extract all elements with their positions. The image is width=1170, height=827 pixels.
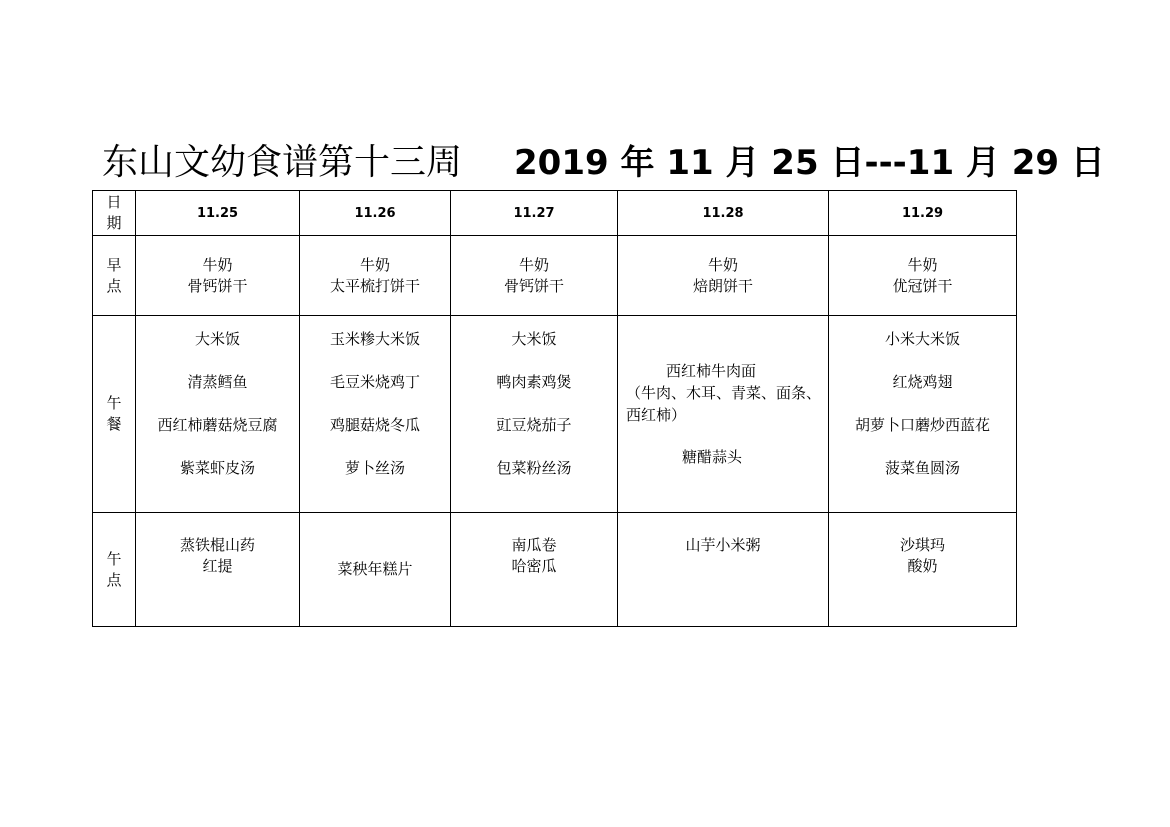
menu-title: 东山文幼食谱第十三周 — [102, 141, 463, 183]
snack-row — [93, 513, 1017, 627]
side-dish: 糖醋蒜头 — [682, 448, 743, 466]
date-cell: 11.28 — [618, 191, 829, 236]
snack-cell: 蒸铁棍山药 红提 — [136, 513, 300, 627]
lunch-cell — [618, 316, 829, 513]
page-title — [102, 134, 1105, 184]
snack-row-label: 午 点 — [93, 513, 136, 627]
breakfast-cell: 牛奶 骨钙饼干 — [136, 236, 300, 316]
lunch-row — [93, 316, 1017, 513]
lunch-cell: 小米大米饭 红烧鸡翅 胡萝卜口蘑炒西蓝花 菠菜鱼圆汤 — [829, 316, 1017, 513]
date-cell: 11.27 — [451, 191, 618, 236]
lunch-cell: 大米饭 清蒸鳕鱼 西红柿蘑菇烧豆腐 紫菜虾皮汤 — [136, 316, 300, 513]
date-range: 2019 年 11 月 25 日---11 月 29 日 — [514, 142, 1105, 183]
snack-cell: 南瓜卷 哈密瓜 — [451, 513, 618, 627]
menu-table — [92, 190, 1017, 627]
breakfast-row — [93, 236, 1017, 316]
breakfast-cell: 牛奶 焙朗饼干 — [618, 236, 829, 316]
lunch-cell: 大米饭 鸭肉素鸡煲 豇豆烧茄子 包菜粉丝汤 — [451, 316, 618, 513]
snack-cell: 菜秧年糕片 — [300, 513, 451, 627]
breakfast-cell: 牛奶 骨钙饼干 — [451, 236, 618, 316]
breakfast-cell: 牛奶 太平梳打饼干 — [300, 236, 451, 316]
date-cell: 11.25 — [136, 191, 300, 236]
snack-cell: 沙琪玛 酸奶 — [829, 513, 1017, 627]
noodle-ingredients-cont: 西红柿） — [626, 406, 687, 424]
snack-cell: 山芋小米粥 — [618, 513, 829, 627]
noodle-ingredients: （牛肉、木耳、青菜、面条、 — [626, 384, 822, 402]
date-cell: 11.29 — [829, 191, 1017, 236]
noodle-dish: 西红柿牛肉面 — [666, 362, 757, 380]
breakfast-row-label: 早 点 — [93, 236, 136, 316]
date-header-row — [93, 191, 1017, 236]
lunch-row-label: 午 餐 — [93, 316, 136, 513]
lunch-cell: 玉米糁大米饭 毛豆米烧鸡丁 鸡腿菇烧冬瓜 萝卜丝汤 — [300, 316, 451, 513]
date-row-label: 日 期 — [93, 191, 136, 236]
date-cell: 11.26 — [300, 191, 451, 236]
breakfast-cell: 牛奶 优冠饼干 — [829, 236, 1017, 316]
